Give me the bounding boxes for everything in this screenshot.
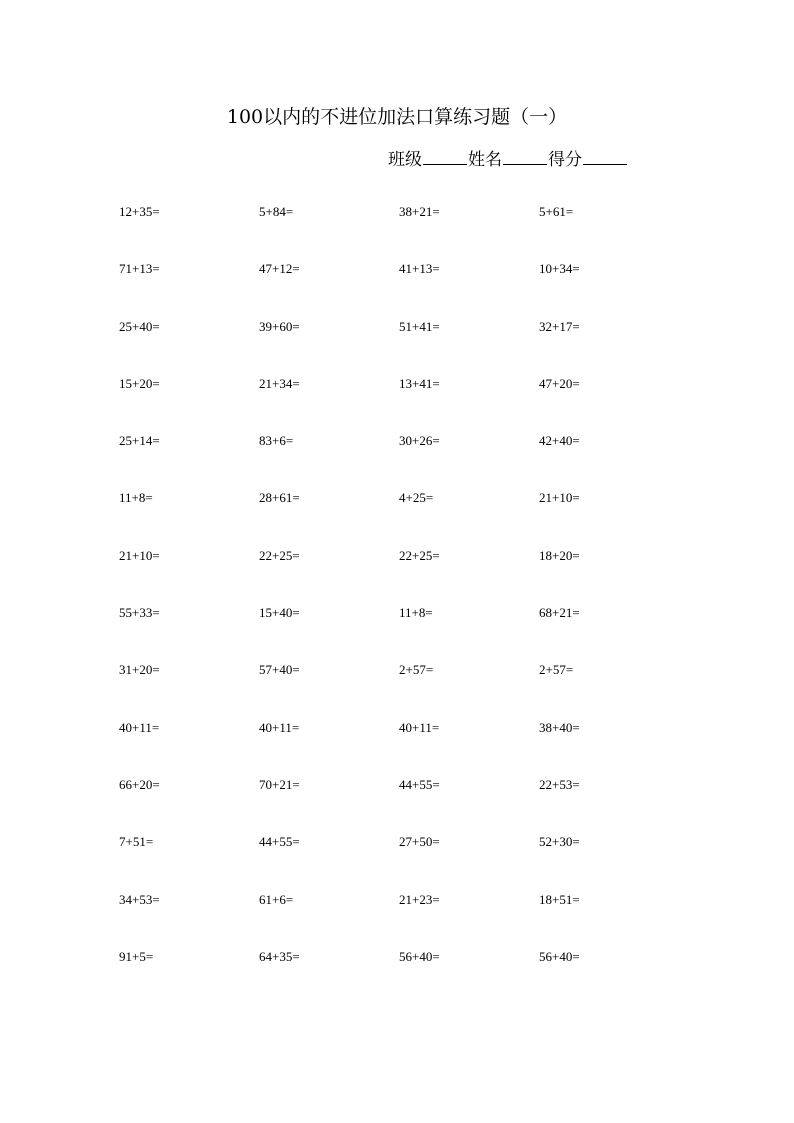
problem-item: 40+11= xyxy=(119,719,160,735)
problem-item: 39+60= xyxy=(259,318,300,334)
problem-item: 5+84= xyxy=(259,204,294,219)
problem-row xyxy=(119,719,679,776)
problem-item: 55+33= xyxy=(119,605,160,621)
problem-item: 66+20= xyxy=(119,776,160,792)
name-blank xyxy=(503,146,547,165)
problem-item: 71+13= xyxy=(119,261,160,277)
problem-grid xyxy=(119,203,679,1005)
problem-item: 56+40= xyxy=(399,948,440,964)
problem-row xyxy=(119,776,679,833)
problem-item: 47+20= xyxy=(539,375,580,391)
problem-item: 44+55= xyxy=(399,776,440,792)
problem-row xyxy=(119,318,679,375)
problem-item: 28+61= xyxy=(259,490,300,506)
problem-item: 52+30= xyxy=(539,834,580,850)
problem-item: 7+51= xyxy=(119,834,154,850)
score-label: 得分 xyxy=(548,150,582,170)
problem-row xyxy=(119,203,679,260)
problem-row xyxy=(119,489,679,546)
problem-item: 32+17= xyxy=(539,318,580,334)
problem-row xyxy=(119,948,679,1005)
problem-item: 18+51= xyxy=(539,891,580,907)
problem-item: 34+53= xyxy=(119,891,160,907)
problem-item: 15+20= xyxy=(119,375,160,391)
page-title: 100以内的不进位加法口算练习题（一） xyxy=(226,106,568,128)
problem-item: 61+6= xyxy=(259,891,294,907)
problem-item: 70+21= xyxy=(259,776,300,792)
problem-item: 47+12= xyxy=(259,261,300,277)
problem-row xyxy=(119,375,679,432)
problem-item: 21+23= xyxy=(399,891,440,907)
problem-item: 22+25= xyxy=(259,547,300,563)
problem-item: 44+55= xyxy=(259,834,300,850)
problem-item: 56+40= xyxy=(539,948,580,964)
problem-item: 27+50= xyxy=(399,834,440,850)
name-label: 姓名 xyxy=(468,150,502,170)
problem-item: 51+41= xyxy=(399,318,440,334)
problem-row xyxy=(119,833,679,890)
problem-row xyxy=(119,661,679,718)
problem-item: 91+5= xyxy=(119,948,154,964)
problem-item: 68+21= xyxy=(539,605,580,621)
problem-item: 42+40= xyxy=(539,433,580,449)
problem-row xyxy=(119,547,679,604)
problem-item: 4+25= xyxy=(399,490,434,506)
problem-item: 11+8= xyxy=(119,490,153,506)
problem-item: 21+34= xyxy=(259,375,300,391)
problem-item: 21+10= xyxy=(539,490,580,506)
problem-item: 12+35= xyxy=(119,204,160,219)
problem-item: 31+20= xyxy=(119,662,160,678)
problem-item: 2+57= xyxy=(399,662,434,678)
problem-item: 25+40= xyxy=(119,318,160,334)
class-label: 班级 xyxy=(388,150,422,170)
problem-item: 11+8= xyxy=(399,605,433,621)
score-blank xyxy=(583,146,627,165)
problem-row xyxy=(119,432,679,489)
problem-row xyxy=(119,891,679,948)
problem-item: 40+11= xyxy=(399,719,440,735)
problem-item: 41+13= xyxy=(399,261,440,277)
problem-item: 15+40= xyxy=(259,605,300,621)
problem-item: 10+34= xyxy=(539,261,580,277)
class-blank xyxy=(423,146,467,165)
problem-item: 22+25= xyxy=(399,547,440,563)
problem-item: 40+11= xyxy=(259,719,300,735)
problem-item: 38+21= xyxy=(399,204,440,219)
student-info-line xyxy=(388,146,628,172)
problem-item: 5+61= xyxy=(539,204,574,219)
problem-item: 30+26= xyxy=(399,433,440,449)
problem-item: 38+40= xyxy=(539,719,580,735)
problem-item: 13+41= xyxy=(399,375,440,391)
problem-item: 22+53= xyxy=(539,776,580,792)
problem-item: 57+40= xyxy=(259,662,300,678)
problem-item: 21+10= xyxy=(119,547,160,563)
problem-item: 64+35= xyxy=(259,948,300,964)
problem-item: 18+20= xyxy=(539,547,580,563)
problem-item: 2+57= xyxy=(539,662,574,678)
problem-item: 83+6= xyxy=(259,433,294,449)
problem-item: 25+14= xyxy=(119,433,160,449)
problem-row xyxy=(119,260,679,317)
problem-row xyxy=(119,604,679,661)
